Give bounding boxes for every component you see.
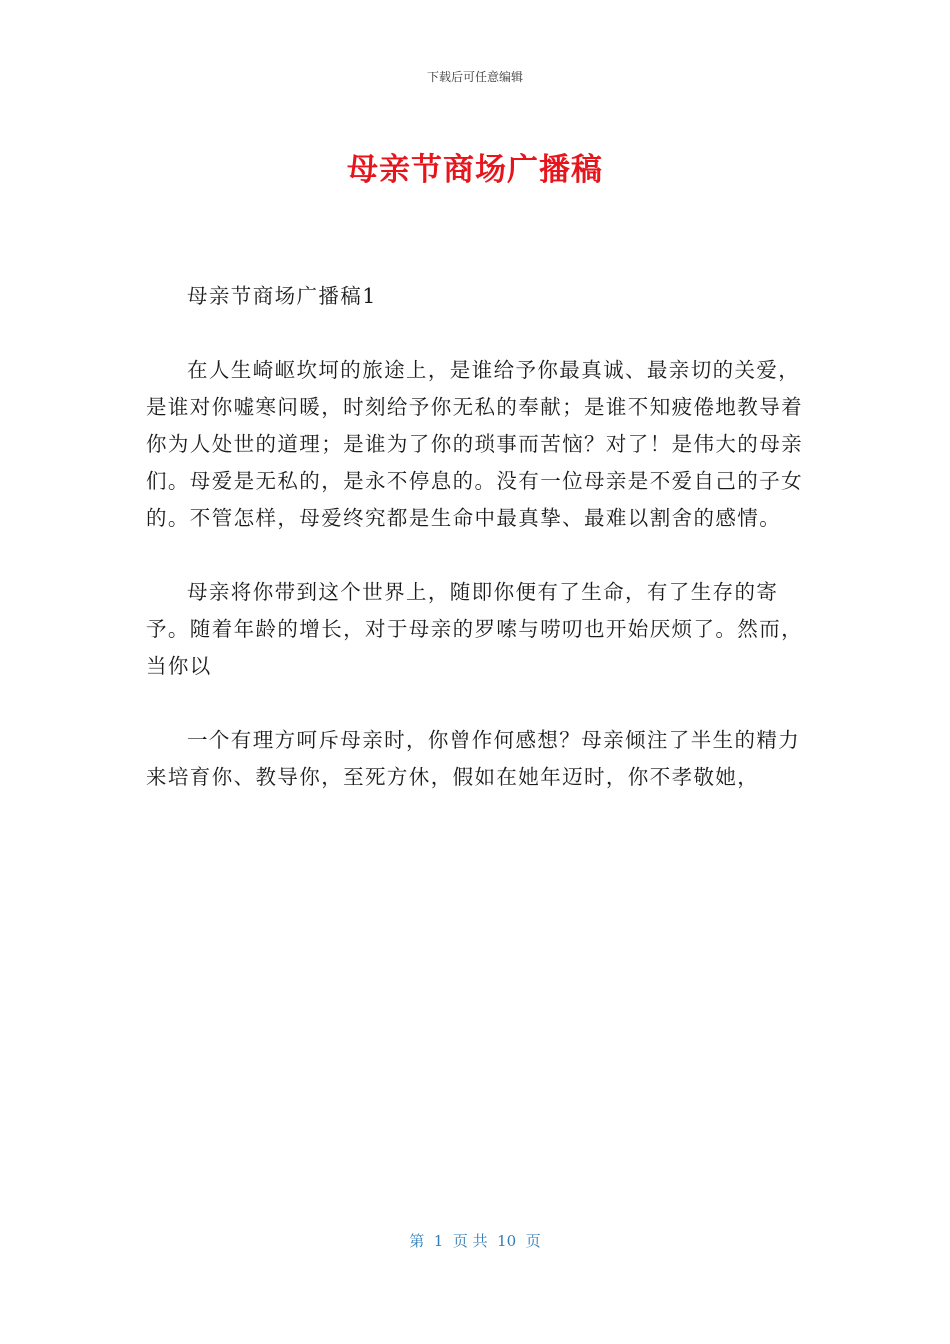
page-number-footer: 第 1 页 共 10 页 — [409, 1232, 541, 1250]
section-heading: 母亲节商场广播稿1 — [187, 284, 377, 308]
paragraph-1: 在人生崎岖坎坷的旅途上，是谁给予你最真诚、最亲切的关爱，是谁对你嘘寒问暖，时刻给予你无私的奉献；是谁不知疲倦地教导着你为人处世的道理；是谁为了你的琐事而苦恼？对了！是伟大的母亲们。母爱是无私的，是永不停息的。没有一位母亲是不爱自己的子女的。不管怎样，母爱终究都是生命中最真挚、最难以割舍的感情。 — [146, 358, 803, 530]
header-note: 下载后可任意编辑 — [426, 70, 523, 84]
document-body — [146, 278, 816, 833]
paragraph-2: 母亲将你带到这个世界上，随即你便有了生命，有了生存的寄予。随着年龄的增长，对于母亲的罗嗦与唠叨也开始厌烦了。然而，当你以 — [146, 580, 803, 678]
document-title: 母亲节商场广播稿 — [347, 152, 603, 188]
paragraph-3: 一个有理方呵斥母亲时，你曾作何感想？母亲倾注了半生的精力来培育你、教导你，至死方休，假如在她年迈时，你不孝敬她， — [146, 728, 801, 789]
